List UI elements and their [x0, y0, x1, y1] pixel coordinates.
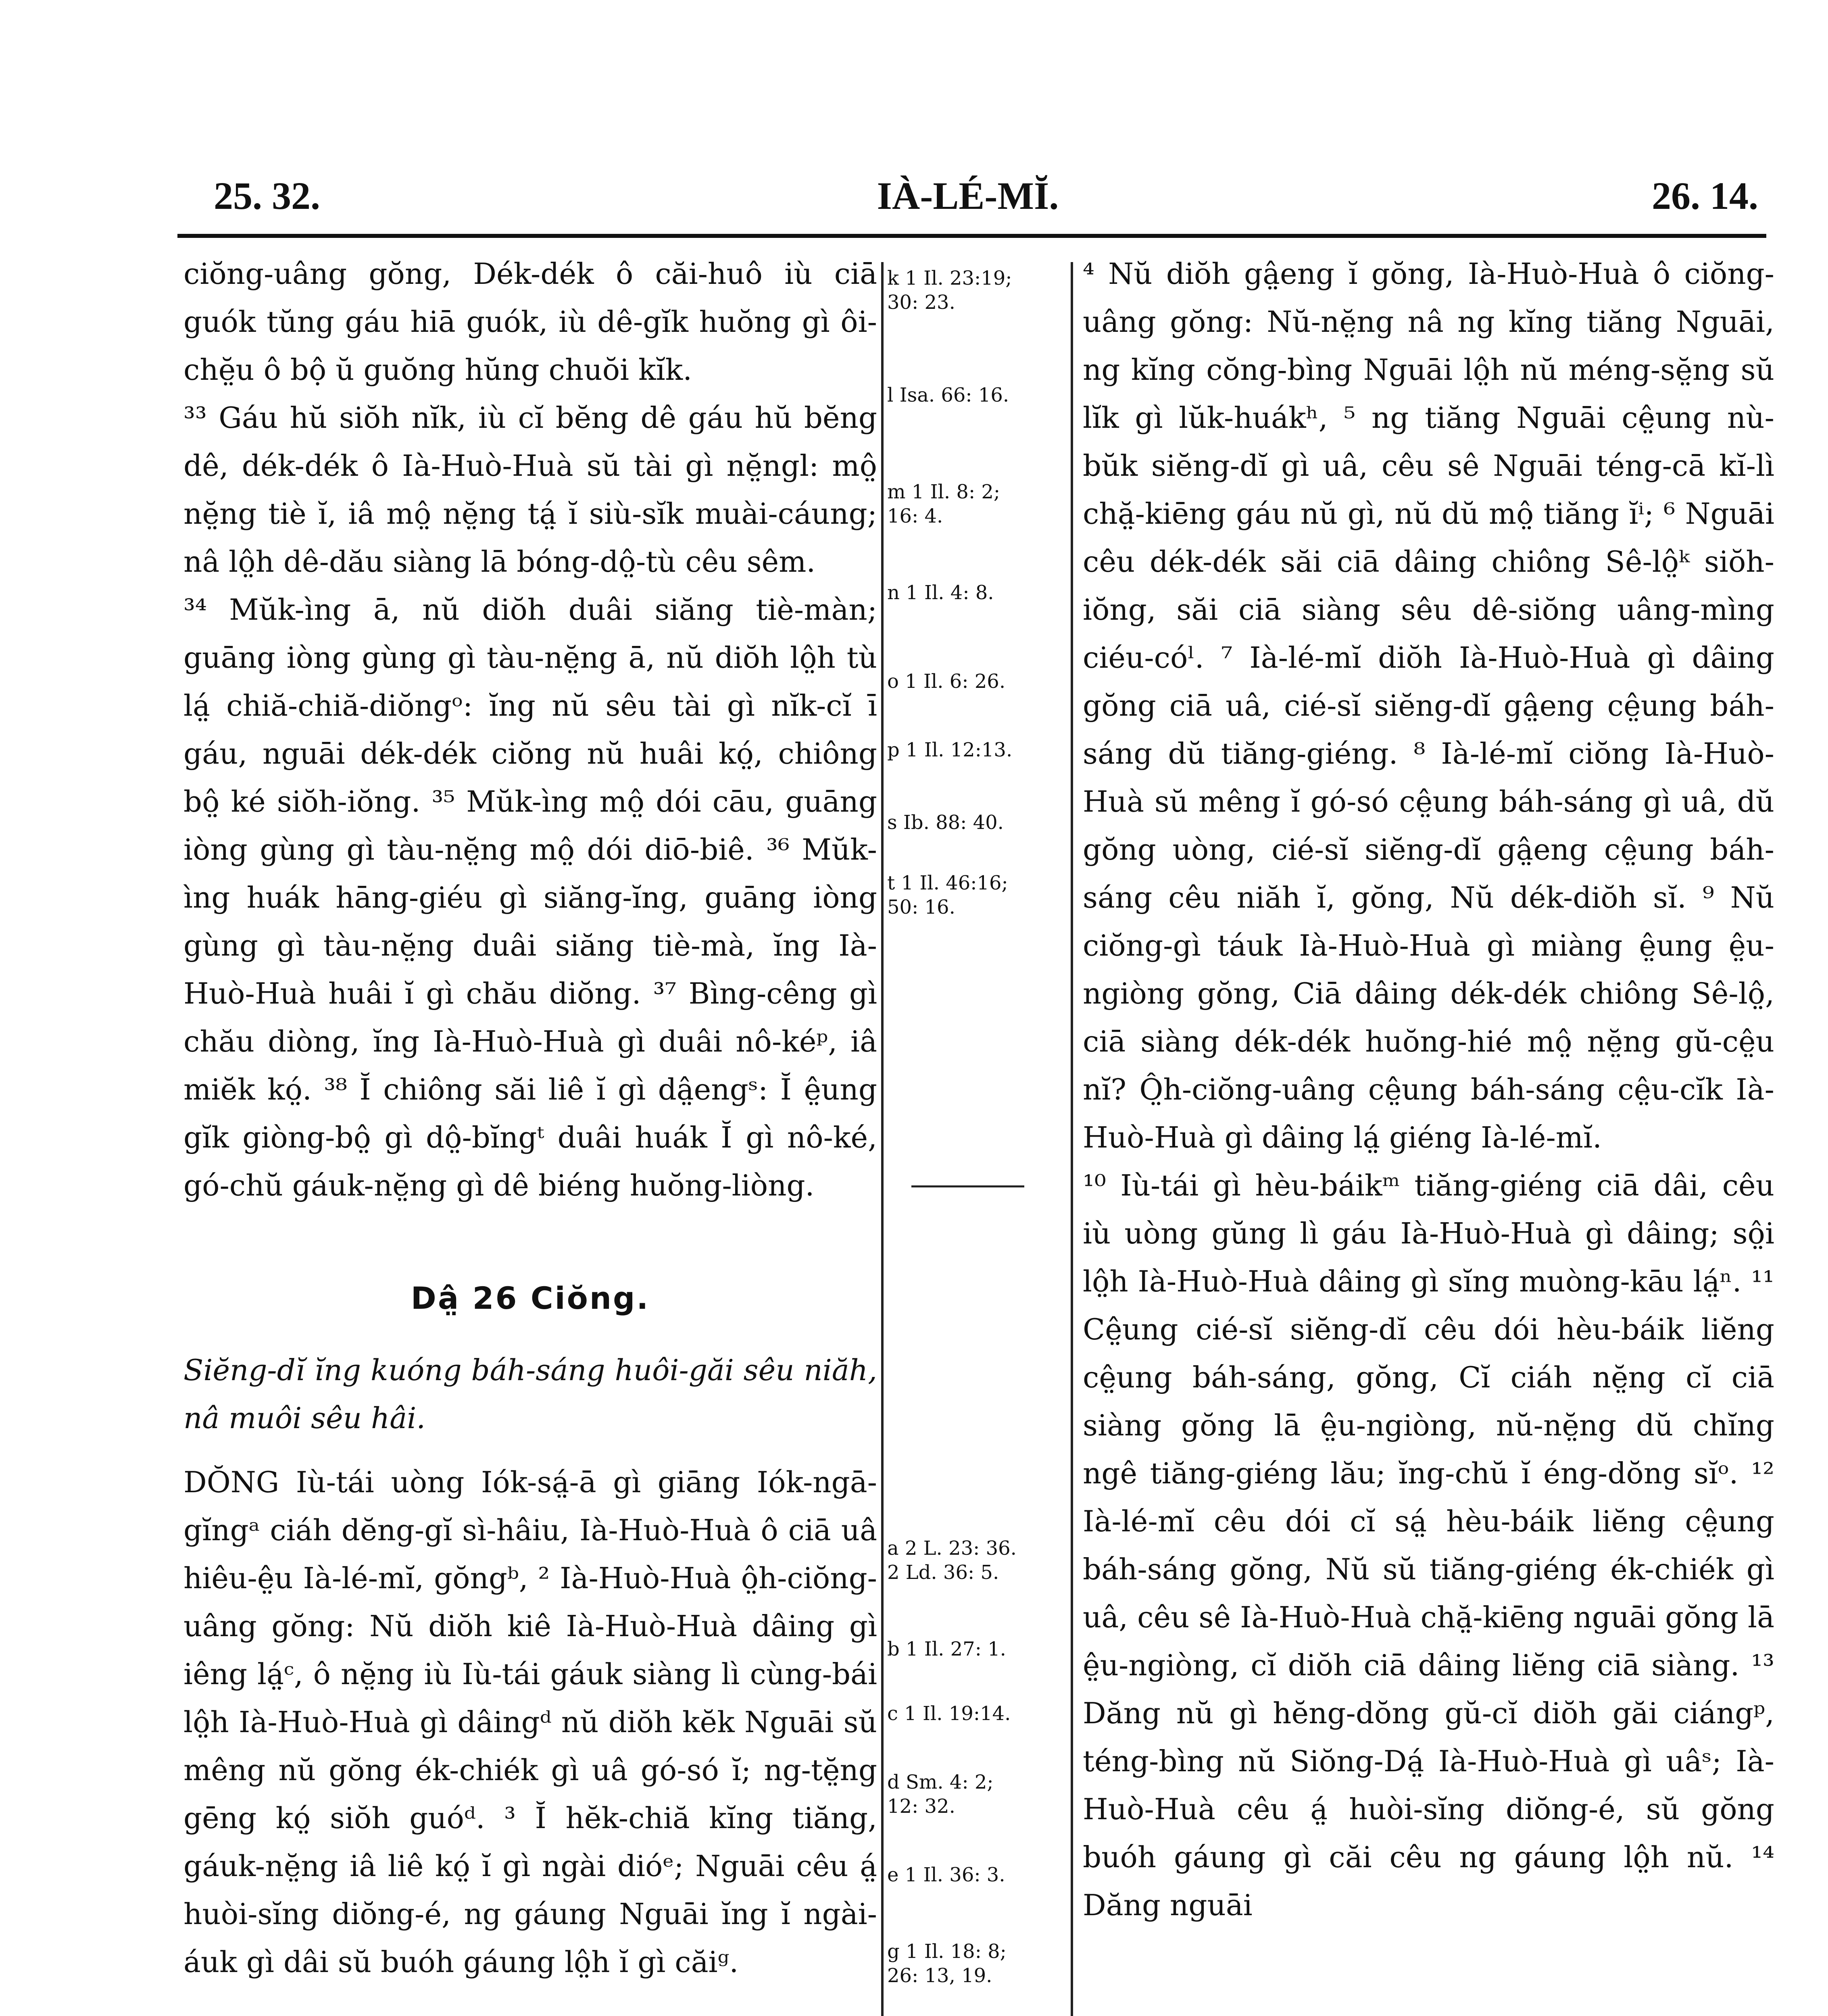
left-text-column	[183, 250, 877, 2016]
cross-reference: a 2 L. 23: 36. 2 Ld. 36: 5.	[887, 1537, 1017, 1584]
right-paragraph-1: ⁴ Nŭ diŏh gâ̤eng ĭ gŏng, Ià-Huò-Huà ô ciŏng-uâng gŏng: Nŭ-nĕ̤ng nâ ng kĭng tiăng Nguāi, ng kĭng cŏng-bìng Nguāi lô̤h nŭ méng-sĕ̤ng sŭ lĭk gì lŭk-huákʰ, ⁵ ng tiăng Nguāi cê̤ung nù-bŭk siĕng-dĭ gì uâ, cêu sê Nguāi téng-cā kĭ-lì chă̤-kiēng gáu nŭ gì, nŭ dŭ mô̤ tiăng ĭⁱ; ⁶ Nguāi cêu dék-dék săi ciā dâing chiông Sê-lô̤ᵏ siŏh-iŏng, săi ciā siàng sêu dê-siŏng uâng-mìng ciéu-cóˡ. ⁷ Ià-lé-mĭ diŏh Ià-Huò-Huà gì dâing gŏng ciā uâ, cié-sĭ siĕng-dĭ gâ̤eng cê̤ung báh-sáng dŭ tiăng-giéng. ⁸ Ià-lé-mĭ ciŏng Ià-Huò-Huà sŭ mêng ĭ gó-só cê̤ung báh-sáng gì uâ, dŭ gŏng uòng, cié-sĭ siĕng-dĭ gâ̤eng cê̤ung báh-sáng cêu niăh ĭ, gŏng, Nŭ dék-diŏh sĭ. ⁹ Nŭ ciŏng-gì táuk Ià-Huò-Huà gì miàng ê̤ung ê̤u-ngiòng gŏng, Ciā dâing dék-dék chiông Sê-lô̤, ciā siàng dék-dék huŏng-hié mô̤ nĕ̤ng gŭ-cê̤u nĭ? Ô̤h-ciŏng-uâng cê̤ung báh-sáng cê̤u-cĭk Ià-Huò-Huà gì dâing lá̤ giéng Ià-lé-mĭ.	[1083, 257, 1774, 1154]
cross-reference: c 1 Il. 19:14.	[887, 1702, 1011, 1725]
cross-reference: e 1 Il. 36: 3.	[887, 1864, 1005, 1886]
cross-reference: g 1 Il. 18: 8; 26: 13, 19.	[887, 1940, 1007, 1987]
cross-reference: b 1 Il. 27: 1.	[887, 1638, 1006, 1660]
cross-reference: p 1 Il. 12:13.	[887, 739, 1013, 761]
cross-reference: k 1 Il. 23:19; 30: 23.	[887, 267, 1012, 314]
left-paragraph-1: ciŏng-uâng gŏng, Dék-dék ô căi-huô iù ciā guók tŭng gáu hiā guók, iù dê-gĭk huŏng gì ôi-chĕ̤u ô bộ ŭ guŏng hŭng chuŏi kĭk. ³³ Gáu hŭ siŏh nĭk, iù cĭ bĕng dê gáu hŭ bĕng dê, dék-dék ô Ià-Huò-Huà sŭ tài gì nĕ̤ngl: mô̤ nĕ̤ng tiè ĭ, iâ mô̤ nĕ̤ng tá̤ ĭ siù-sĭk muài-cáung; nâ lô̤h dê-dău siàng lā bóng-dô̤-tù cêu sêm. ³⁴ Mŭk-ìng ā, nŭ diŏh duâi siăng tiè-màn; guāng iòng gùng gì tàu-nĕ̤ng ā, nŭ diŏh lô̤h tù lá̤ chiă-chiă-diŏngᵒ: ĭng nŭ sêu tài gì nĭk-cĭ ī gáu, nguāi dék-dék ciŏng nŭ huâi kó̤, chiông bô̤ ké siŏh-iŏng. ³⁵ Mŭk-ìng mô̤ dói cāu, guāng iòng gùng gì tàu-nĕ̤ng mô̤ dói diō-biê. ³⁶ Mŭk-ìng huák hāng-giéu gì siăng-ĭng, guāng iòng gùng gì tàu-nĕ̤ng duâi siăng tiè-mà, ĭng Ià-Huò-Huà huâi ĭ gì chău diŏng. ³⁷ Bìng-cêng gì chău diòng, ĭng Ià-Huò-Huà gì duâi nô-kéᵖ, iâ miĕk kó̤. ³⁸ Ĭ chiông săi liê ĭ gì dâ̤engˢ: Ĭ ê̤ung gĭk giòng-bô̤ gì dô̤-bĭngᵗ duâi huák Ĭ gì nô-ké, gó-chŭ gáuk-nĕ̤ng gì dê biéng huŏng-liòng.	[183, 257, 877, 1202]
header-book-title: IÀ-LÉ-MĬ.	[877, 174, 1059, 217]
cross-reference: n 1 Il. 4: 8.	[887, 581, 994, 604]
right-text-column	[1083, 250, 1774, 2016]
cross-reference: d Sm. 4: 2; 12: 32.	[887, 1771, 994, 1818]
cross-reference: t 1 Il. 46:16; 50: 16.	[887, 872, 1008, 918]
cross-reference: o 1 Il. 6: 26.	[887, 670, 1006, 693]
column-divider-right	[1071, 262, 1073, 2016]
cross-reference: s Ib. 88: 40.	[887, 811, 1004, 834]
chapter-summary: Siĕng-dĭ ĭng kuóng báh-sáng huôi-găi sêu niăh, nâ muôi sêu hâi.	[183, 1353, 877, 1435]
cross-reference: m 1 Il. 8: 2; 16: 4.	[887, 481, 1001, 527]
column-divider-left	[881, 262, 884, 2016]
left-paragraph-2: DŎNG Iù-tái uòng Iók-sá̤-ā gì giāng Iók-ngā-gĭngᵃ ciáh dĕng-gĭ sì-hâiu, Ià-Huò-Huà ô ciā uâ hiêu-ê̤u Ià-lé-mĭ, gŏngᵇ, ² Ià-Huò-Huà ô̤h-ciŏng-uâng gŏng: Nŭ diŏh kiê Ià-Huò-Huà dâing gì iêng lá̤ᶜ, ô nĕ̤ng iù Iù-tái gáuk siàng lì cùng-bái lô̤h Ià-Huò-Huà gì dâingᵈ nŭ diŏh kĕk Nguāi sŭ mêng nŭ gŏng ék-chiék gì uâ gó-só ĭ; ng-tĕ̤ng gēng kó̤ siŏh guóᵈ. ³ Ĭ hĕk-chiă kĭng tiăng, gáuk-nĕ̤ng iâ liê kó̤ ĭ gì ngài dióᵉ; Nguāi cêu á̤ huòi-sĭng diŏng-é, ng gáung Nguāi ĭng ĭ ngài-áuk gì dâi sŭ buóh gáung lô̤h ĭ gì căiᵍ.	[183, 1465, 877, 1979]
header-rule	[177, 234, 1766, 238]
header-left-reference: 25. 32.	[214, 174, 320, 217]
cross-reference: l Isa. 66: 16.	[887, 384, 1009, 406]
header-right-reference: 26. 14.	[1652, 174, 1758, 217]
reference-divider	[911, 1185, 1024, 1187]
chapter-heading: Dâ̤ 26 Ciŏng.	[411, 1280, 650, 1316]
right-paragraph-2: ¹⁰ Iù-tái gì hèu-báikᵐ tiăng-giéng ciā dâi, cêu iù uòng gŭng lì gáu Ià-Huò-Huà gì dâing; sô̤i lô̤h Ià-Huò-Huà dâing gì sĭng muòng-kāu lá̤ⁿ. ¹¹ Cê̤ung cié-sĭ siĕng-dĭ cêu dói hèu-báik liĕng cê̤ung báh-sáng, gŏng, Cĭ ciáh nĕ̤ng cĭ ciā siàng gŏng lā ê̤u-ngiòng, nŭ-nĕ̤ng dŭ chĭng ngê tiăng-giéng lău; ĭng-chŭ ĭ éng-dŏng sĭᵒ. ¹² Ià-lé-mĭ cêu dói cĭ sá̤ hèu-báik liĕng cê̤ung báh-sáng gŏng, Nŭ sŭ tiăng-giéng ék-chiék gì uâ, cêu sê Ià-Huò-Huà chă̤-kiēng nguāi gŏng lā ê̤u-ngiòng, cĭ diŏh ciā dâing liĕng ciā siàng. ¹³ Dăng nŭ gì hĕng-dŏng gŭ-cĭ diŏh găi ciángᵖ, téng-bìng nŭ Siŏng-Dá̤ Ià-Huò-Huà gì uâˢ; Ià-Huò-Huà cêu á̤ huòi-sĭng diŏng-é, sŭ gŏng buóh gáung gì căi cêu ng gáung lô̤h nŭ. ¹⁴ Dăng nguāi	[1083, 1168, 1774, 1922]
page-header	[177, 157, 1758, 230]
cross-reference-column	[887, 266, 1069, 2016]
